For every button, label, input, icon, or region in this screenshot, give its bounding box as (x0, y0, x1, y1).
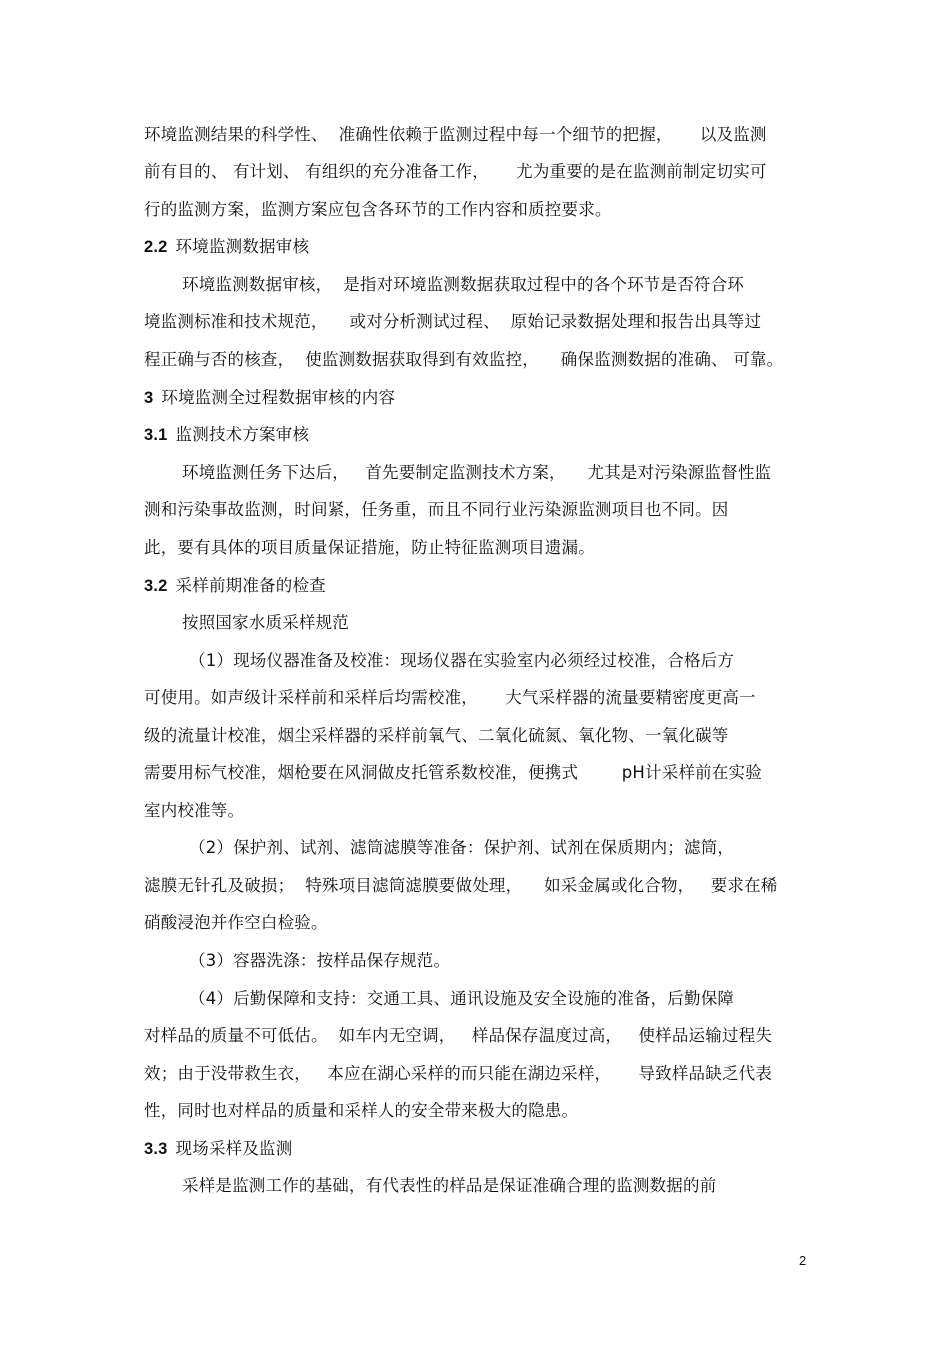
paragraph-line: 性，同时也对样品的质量和采样人的安全带来极大的隐患。 (144, 1101, 579, 1120)
paragraph-line: 按照国家水质采样规范 (182, 613, 349, 632)
section-number: 3 (144, 389, 154, 407)
section-heading (144, 387, 395, 409)
paragraph-line: （3）容器洗涤：按样品保存规范。 (189, 951, 451, 970)
section-number: 2.2 (144, 238, 168, 256)
paragraph-line: 效；由于没带救生衣， 本应在湖心采样的而只能在湖边采样， 导致样品缺乏代表 (144, 1064, 773, 1083)
section-title: 现场采样及监测 (175, 1139, 293, 1158)
paragraph-line: （1）现场仪器准备及校准：现场仪器在实验室内必须经过校准，合格后方 (189, 651, 735, 670)
section-title: 监测技术方案审核 (175, 425, 310, 444)
paragraph-line: 环境监测数据审核， 是指对环境监测数据获取过程中的各个环节是否符合环 (182, 275, 744, 294)
paragraph-line: 硝酸浸泡并作空白检验。 (144, 913, 328, 932)
section-number: 3.3 (144, 1140, 168, 1158)
paragraph-line: 环境监测任务下达后， 首先要制定监测技术方案， 尤其是对污染源监督性监 (182, 463, 772, 482)
paragraph-line: 环境监测结果的科学性、 准确性依赖于监测过程中每一个细节的把握， 以及监测 (144, 125, 767, 144)
paragraph-line: 行的监测方案，监测方案应包含各环节的工作内容和质控要求。 (144, 200, 612, 219)
section-title: 采样前期准备的检查 (175, 576, 326, 595)
section-heading (144, 575, 326, 597)
paragraph-line: （4）后勤保障和支持：交通工具、通讯设施及安全设施的准备，后勤保障 (189, 989, 735, 1008)
paragraph-line: 境监测标准和技术规范， 或对分析测试过程、 原始记录数据处理和报告出具等过 (144, 312, 762, 331)
paragraph-line: 需要用标气校准，烟枪要在风洞做皮托管系数校准，便携式 pH计采样前在实验 (144, 763, 762, 782)
section-heading (144, 424, 309, 446)
section-title: 环境监测全过程数据审核的内容 (161, 388, 396, 407)
paragraph-line: 可使用。如声级计采样前和采样后均需校准， 大气采样器的流量要精密度更高一 (144, 688, 756, 707)
paragraph-line: 前有目的、 有计划、 有组织的充分准备工作， 尤为重要的是在监测前制定切实可 (144, 162, 767, 181)
section-title: 环境监测数据审核 (175, 237, 310, 256)
paragraph-line: 对样品的质量不可低估。 如车内无空调， 样品保存温度过高， 使样品运输过程失 (144, 1026, 773, 1045)
paragraph-line: 室内校准等。 (144, 801, 245, 820)
paragraph-line: （2）保护剂、试剂、滤筒滤膜等准备：保护剂、试剂在保质期内；滤筒， (189, 838, 735, 857)
page-number: 2 (799, 1253, 807, 1268)
section-heading (144, 236, 309, 258)
section-number: 3.2 (144, 577, 168, 595)
paragraph-line: 采样是监测工作的基础，有代表性的样品是保证准确合理的监测数据的前 (182, 1176, 717, 1195)
paragraph-line: 滤膜无针孔及破损； 特殊项目滤筒滤膜要做处理， 如采金属或化合物， 要求在稀 (144, 876, 778, 895)
paragraph-line: 此，要有具体的项目质量保证措施，防止特征监测项目遗漏。 (144, 538, 595, 557)
section-number: 3.1 (144, 426, 168, 444)
paragraph-line: 测和污染事故监测，时间紧，任务重，而且不同行业污染源监测项目也不同。因 (144, 500, 729, 519)
paragraph-line: 程正确与否的核查， 使监测数据获取得到有效监控， 确保监测数据的准确、 可靠。 (144, 350, 784, 369)
section-heading (144, 1138, 292, 1160)
paragraph-line: 级的流量计校准，烟尘采样器的采样前氧气、二氧化硫氮、氧化物、一氧化碳等 (144, 726, 729, 745)
